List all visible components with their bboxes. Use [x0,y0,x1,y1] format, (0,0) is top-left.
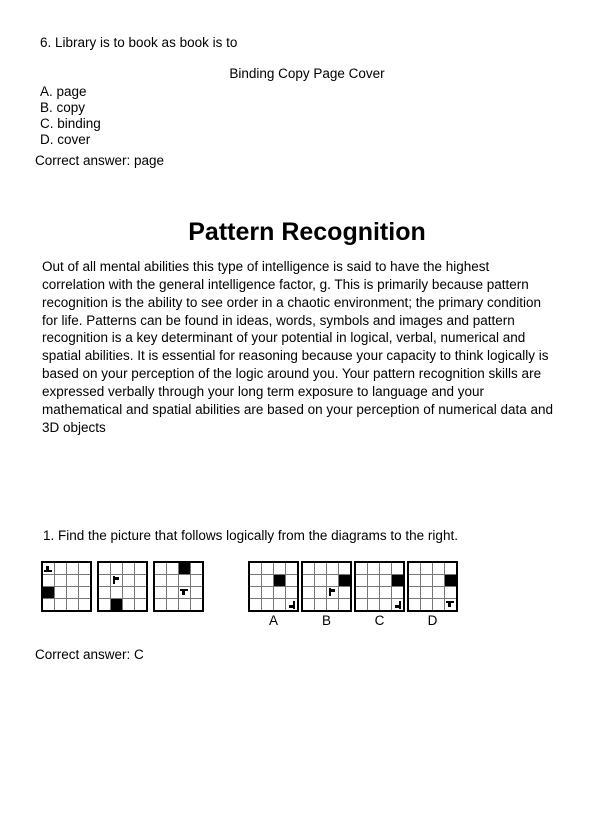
grid-cell [286,575,297,586]
section-title: Pattern Recognition [188,218,426,246]
flag-down-glyph-icon [179,587,190,598]
grid-cell-filled [43,587,54,598]
grid-cell [135,599,146,610]
grid-cell [286,587,297,598]
grid-cell [79,587,90,598]
grid-cell [67,563,78,574]
grid-cell [135,587,146,598]
grid-cell [179,575,190,586]
grid-cell [303,599,314,610]
question-6-correct-answer: Correct answer: page [35,153,165,168]
option-label-c: C [374,613,385,628]
sequence-grid-2 [97,561,148,612]
grid-cell-filled [445,575,456,586]
grid-cell [356,587,367,598]
grid-cell [421,575,432,586]
grid-cell [250,575,261,586]
grid-cell [433,575,444,586]
grid-cell [274,599,285,610]
grid-cell [155,575,166,586]
grid-cell-filled [339,575,350,586]
grid-cell [392,587,403,598]
grid-cell [250,587,261,598]
grid-cell [421,563,432,574]
grid-cell [167,599,178,610]
option-grids-group [248,561,458,628]
grid-cell [409,563,420,574]
option-grid-d [407,561,458,612]
grid-cell [123,587,134,598]
grid-cell [111,575,122,586]
grid-cell [43,599,54,610]
grid-cell [380,599,391,610]
grid-cell [327,599,338,610]
grid-cell [445,599,456,610]
grid-cell [327,575,338,586]
grid-cell [327,587,338,598]
section-paragraph [42,258,602,436]
grid-cell [55,599,66,610]
grid-cell [380,563,391,574]
grid-cell [155,599,166,610]
grid-cell [286,599,297,610]
grid-cell [55,575,66,586]
grid-cell [262,563,273,574]
paragraph-line: 3D objects [42,419,106,435]
grid-cell [339,587,350,598]
grid-cell [167,587,178,598]
grid-cell [315,587,326,598]
grid-cell [262,587,273,598]
sequence-grid-1 [41,561,92,612]
puzzle-grids-row [41,561,458,628]
grid-cell [191,587,202,598]
grid-cell [79,575,90,586]
grid-cell [135,563,146,574]
question-6-word-bank: Binding Copy Page Cover [229,66,385,81]
answer-option: A. page [40,84,87,99]
grid-cell [356,599,367,610]
grid-cell [274,587,285,598]
grid-cell-filled [392,575,403,586]
grid-cell [380,575,391,586]
grid-cell [99,599,110,610]
grid-cell [167,563,178,574]
paragraph-line: spatial abilities. It is essential for reasoning because your capacity to think logically is [42,348,549,364]
grid-cell [274,563,285,574]
grid-cell [303,575,314,586]
sequence-grid-3 [153,561,204,612]
grid-cell [191,599,202,610]
grid-cell [191,563,202,574]
option-label-b: B [321,613,331,628]
grid-cell [43,563,54,574]
grid-cell [250,599,261,610]
grid-cell [380,587,391,598]
paragraph-line: based on your perception of the logic around you. Your pattern recognition skills are [42,366,542,382]
grid-cell [155,563,166,574]
grid-cell [79,599,90,610]
flag-down-glyph-icon [445,599,456,610]
grid-cell [250,563,261,574]
option-label-a: A [268,613,278,628]
grid-cell [43,575,54,586]
paragraph-line: Out of all mental abilities this type of intelligence is said to have the highest [42,259,490,274]
grid-cell [79,563,90,574]
grid-cell [262,599,273,610]
option-a [248,561,299,628]
grid-cell [67,599,78,610]
grid-cell [433,587,444,598]
grid-cell [339,599,350,610]
grid-cell [303,563,314,574]
flag-left-glyph-icon [286,599,297,610]
grid-cell [99,587,110,598]
grid-cell [445,587,456,598]
grid-cell [421,599,432,610]
grid-cell [356,563,367,574]
grid-cell [111,587,122,598]
grid-cell [123,563,134,574]
option-c [354,561,405,628]
paragraph-line: correlation with the general intelligence factor, g. This is primarily because pattern [42,276,529,292]
answer-option: B. copy [40,100,86,115]
grid-cell [315,563,326,574]
grid-cell [392,599,403,610]
grid-cell [327,563,338,574]
grid-cell [303,587,314,598]
question-1-prompt: 1. Find the picture that follows logically from the diagrams to the right. [43,528,458,543]
grid-cell [445,563,456,574]
grid-cell [368,563,379,574]
grid-cell [67,575,78,586]
grid-cell [262,575,273,586]
grid-cell [191,575,202,586]
sequence-grids-group [41,561,204,612]
paragraph-line: expressed verbally through your long term exposure to language and your [42,383,485,399]
grid-cell [409,575,420,586]
grid-cell [67,587,78,598]
grid-cell [135,575,146,586]
grid-cell [409,599,420,610]
option-grid-a [248,561,299,612]
option-d [407,561,458,628]
grid-cell [123,599,134,610]
grid-cell [433,563,444,574]
grid-cell [368,575,379,586]
paragraph-line: for life. Patterns can be found in ideas, words, symbols and images and pattern [42,312,515,328]
grid-cell [392,563,403,574]
grid-cell [179,587,190,598]
grid-cell [99,563,110,574]
grid-cell [167,575,178,586]
grid-cell [286,563,297,574]
grid-cell-filled [179,563,190,574]
grid-cell [339,563,350,574]
flag-up-glyph-icon [43,563,54,574]
grid-cell [55,563,66,574]
grid-cell [315,575,326,586]
question-1-correct-answer: Correct answer: C [35,647,144,662]
grid-cell [111,563,122,574]
option-b [301,561,352,628]
paragraph-line: recognition is a key determinant of your potential in logical, verbal, numerical and [42,330,526,346]
grid-cell [368,599,379,610]
option-label-d: D [427,613,438,628]
grid-cell-filled [274,575,285,586]
option-grid-c [354,561,405,612]
grid-cell [179,599,190,610]
question-6-options [40,84,101,148]
grid-cell [155,587,166,598]
flag-right-glyph-icon [327,587,338,598]
question-6-prompt: 6. Library is to book as book is to [40,35,238,50]
grid-cell [409,587,420,598]
paragraph-line: mathematical and spatial abilities are based on your perception of numerical data and [42,401,554,417]
grid-cell [368,587,379,598]
grid-cell [433,599,444,610]
grid-cell [315,599,326,610]
grid-cell [356,575,367,586]
option-grid-b [301,561,352,612]
flag-left-glyph-icon [392,599,403,610]
grid-cell-filled [111,599,122,610]
answer-option: C. binding [40,116,101,131]
answer-option: D. cover [40,132,91,147]
grid-cell [421,587,432,598]
grid-cell [55,587,66,598]
grid-cell [99,575,110,586]
flag-right-glyph-icon [111,575,122,586]
grid-cell [123,575,134,586]
paragraph-line: recognition is the ability to see order in a chaotic environment; the primary condition [42,294,542,310]
